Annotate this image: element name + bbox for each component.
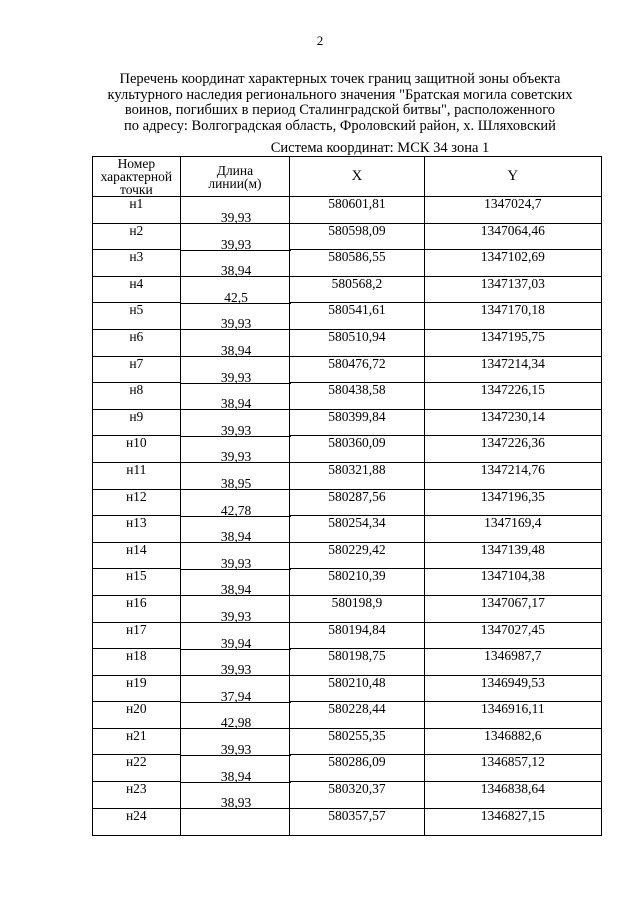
y-coordinate-cell: 1347226,15 xyxy=(425,383,601,410)
coordinate-system-label: Система координат: МСК 34 зона 1 xyxy=(270,140,490,156)
x-coordinate-cell: 580210,39 xyxy=(290,569,424,596)
point-number-cell: н24 xyxy=(93,809,181,836)
y-coordinate-cell: 1346838,64 xyxy=(425,782,601,809)
y-coordinate-cell: 1346987,7 xyxy=(425,649,601,676)
header-length-line-1: Длина xyxy=(216,162,254,178)
line-length-value: 39,93 xyxy=(181,743,291,756)
x-coordinate-cell: 580287,56 xyxy=(290,490,424,517)
x-coordinate-cell: 580286,09 xyxy=(290,755,424,782)
table-row xyxy=(93,197,601,224)
x-coordinate-cell: 580357,57 xyxy=(290,809,424,836)
header-point-line-2: характерной xyxy=(100,169,173,184)
y-coordinate-cell: 1347027,45 xyxy=(425,623,601,650)
x-coordinate-cell: 580320,37 xyxy=(290,782,424,809)
y-coordinate-cell: 1347226,36 xyxy=(425,436,601,463)
table-row xyxy=(93,436,601,463)
table-row xyxy=(93,410,601,437)
header-point-line-1: Номер xyxy=(117,156,156,171)
length-cell xyxy=(181,809,291,836)
y-coordinate-cell: 1347024,7 xyxy=(425,197,601,224)
table-row xyxy=(93,543,601,570)
x-coordinate-cell: 580228,44 xyxy=(290,702,424,729)
table-row xyxy=(93,755,601,782)
point-number-cell: н2 xyxy=(93,224,181,251)
y-coordinate-cell: 1346827,15 xyxy=(480,807,545,823)
x-coordinate-cell: 580476,72 xyxy=(290,357,424,384)
line-length-value: 42,78 xyxy=(181,504,291,517)
point-number-cell: н10 xyxy=(93,436,181,463)
line-length-value: 39,93 xyxy=(181,238,291,251)
point-number-cell: н4 xyxy=(93,277,181,304)
table-row xyxy=(93,303,601,330)
header-y: Y xyxy=(507,168,519,184)
table-row xyxy=(93,809,601,836)
point-number-cell: н13 xyxy=(93,516,181,543)
line-length-value: 39,93 xyxy=(181,317,291,330)
table-row xyxy=(93,330,601,357)
x-coordinate-cell: 580510,94 xyxy=(290,330,424,357)
x-coordinate-cell: 580210,48 xyxy=(290,676,424,703)
title-line-4: по адресу: Волгоградская область, Фроловский район, х. Шляховский xyxy=(124,117,556,134)
x-coordinate-cell: 580229,42 xyxy=(290,543,424,570)
line-length-value: 38,94 xyxy=(181,770,291,783)
table-row xyxy=(93,250,601,277)
table-row xyxy=(93,676,601,703)
line-length-value: 39,93 xyxy=(181,610,291,623)
line-length-value: 39,93 xyxy=(181,211,291,224)
line-length-value: 38,95 xyxy=(181,477,291,490)
table-row xyxy=(93,623,601,650)
line-length-value: 42,5 xyxy=(181,291,291,304)
header-point-line-3: точки xyxy=(119,182,153,197)
y-coordinate-cell: 1347170,18 xyxy=(425,303,601,330)
table-row xyxy=(93,463,601,490)
header-x: X xyxy=(290,157,424,196)
table-body xyxy=(92,196,602,836)
page-number: 2 xyxy=(316,33,324,48)
y-coordinate-cell: 1347064,46 xyxy=(425,224,601,251)
line-length-value: 38,93 xyxy=(181,796,291,809)
line-length-value: 38,94 xyxy=(181,264,291,277)
point-number-cell: н7 xyxy=(93,357,181,384)
point-number-cell: н23 xyxy=(93,782,181,809)
point-number-cell: н21 xyxy=(93,729,181,756)
y-coordinate-cell: 1346882,6 xyxy=(425,729,601,756)
x-coordinate-cell: 580438,58 xyxy=(290,383,424,410)
table-header xyxy=(92,156,602,196)
y-coordinate-cell: 1347214,76 xyxy=(425,463,601,490)
y-coordinate-cell: 1346916,11 xyxy=(425,702,601,729)
line-length-value: 38,94 xyxy=(181,344,291,357)
x-coordinate-cell: 580194,84 xyxy=(290,623,424,650)
line-length-value: 39,94 xyxy=(181,637,291,650)
y-coordinate-cell: 1347137,03 xyxy=(425,277,601,304)
title-line-2: культурного наследия регионального значения "Братская могила советских xyxy=(107,86,573,103)
point-number-cell: н14 xyxy=(93,543,181,570)
y-coordinate-cell: 1347196,35 xyxy=(425,490,601,517)
point-number-cell: н19 xyxy=(93,676,181,703)
title-line-1: Перечень координат характерных точек границ защитной зоны объекта xyxy=(119,71,561,87)
y-coordinate-cell: 1347104,38 xyxy=(425,569,601,596)
line-length-value: 38,94 xyxy=(181,397,291,410)
line-length-value: 39,93 xyxy=(181,450,291,463)
table-row xyxy=(93,729,601,756)
x-coordinate-cell: 580198,9 xyxy=(290,596,424,623)
table-row xyxy=(93,596,601,623)
coordinates-table xyxy=(92,156,602,836)
y-coordinate-cell: 1347230,14 xyxy=(425,410,601,437)
table-row xyxy=(93,782,601,809)
table-row xyxy=(93,649,601,676)
x-coordinate-cell: 580541,61 xyxy=(290,303,424,330)
y-coordinate-cell: 1346949,53 xyxy=(425,676,601,703)
x-coordinate-cell: 580586,55 xyxy=(290,250,424,277)
point-number-cell: н20 xyxy=(93,702,181,729)
x-coordinate-cell: 580568,2 xyxy=(290,277,424,304)
line-length-value: 38,94 xyxy=(181,583,291,596)
line-length-value: 42,98 xyxy=(181,716,291,729)
table-row xyxy=(93,516,601,543)
point-number-cell: н16 xyxy=(93,596,181,623)
point-number-cell: н11 xyxy=(93,463,181,490)
document-title xyxy=(80,72,600,134)
table-row xyxy=(93,277,601,304)
y-coordinate-cell: 1347195,75 xyxy=(425,330,601,357)
y-coordinate-cell: 1347102,69 xyxy=(425,250,601,277)
point-number-cell: н9 xyxy=(93,410,181,437)
line-length-value: 39,93 xyxy=(181,663,291,676)
x-coordinate-cell: 580321,88 xyxy=(290,463,424,490)
point-number-cell: н22 xyxy=(93,755,181,782)
header-line-length xyxy=(181,157,291,196)
point-number-cell: н3 xyxy=(93,250,181,277)
y-coordinate-cell: 1347139,48 xyxy=(425,543,601,570)
point-number-cell: н12 xyxy=(93,490,181,517)
x-coordinate-cell: 580255,35 xyxy=(290,729,424,756)
y-coordinate-cell: 1347214,34 xyxy=(425,357,601,384)
y-coordinate-cell: 1347067,17 xyxy=(425,596,601,623)
line-length-value: 39,93 xyxy=(181,371,291,384)
x-coordinate-cell: 580598,09 xyxy=(290,224,424,251)
table-row xyxy=(93,357,601,384)
header-point-number xyxy=(93,157,181,196)
header-length-line-2: линии(м) xyxy=(208,175,262,191)
table-row xyxy=(93,569,601,596)
point-number-cell: н18 xyxy=(93,649,181,676)
table-row xyxy=(93,224,601,251)
x-coordinate-cell: 580198,75 xyxy=(290,649,424,676)
point-number-cell: н17 xyxy=(93,623,181,650)
table-row xyxy=(93,383,601,410)
x-coordinate-cell: 580399,84 xyxy=(290,410,424,437)
table-row xyxy=(93,490,601,517)
y-coordinate-cell: 1347169,4 xyxy=(425,516,601,543)
x-coordinate-cell: 580360,09 xyxy=(290,436,424,463)
line-length-value: 38,94 xyxy=(181,530,291,543)
x-coordinate-cell: 580254,34 xyxy=(290,516,424,543)
title-line-3: воинов, погибших в период Сталинградской битвы", расположенного xyxy=(124,102,556,118)
point-number-cell: н8 xyxy=(93,383,181,410)
point-number-cell: н5 xyxy=(93,303,181,330)
table-row xyxy=(93,702,601,729)
line-length-value: 39,93 xyxy=(181,557,291,570)
point-number-cell: н15 xyxy=(93,569,181,596)
line-length-value: 39,93 xyxy=(181,424,291,437)
y-coordinate-cell: 1346857,12 xyxy=(425,755,601,782)
point-number-cell: н1 xyxy=(93,197,181,224)
line-length-value: 37,94 xyxy=(181,690,291,703)
point-number-cell: н6 xyxy=(93,330,181,357)
x-coordinate-cell: 580601,81 xyxy=(290,197,424,224)
